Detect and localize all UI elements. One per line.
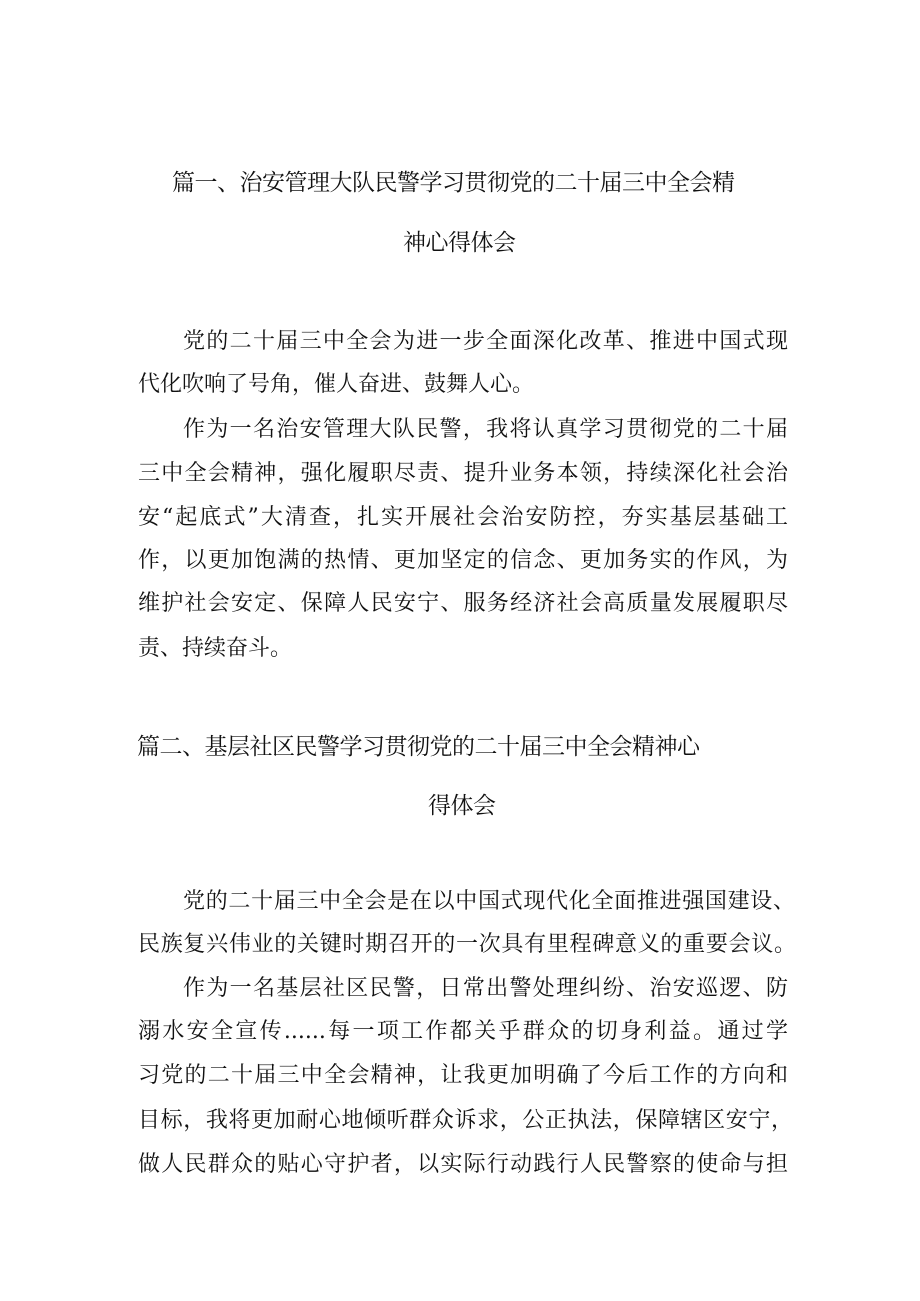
section2-p2-line-3: 习党的二十届三中全会精神，让我更加明确了今后工作的方向和 bbox=[138, 1063, 788, 1088]
section1-p2-line-5: 维护社会安定、保障人民安宁、服务经济社会高质量发展履职尽 bbox=[138, 591, 788, 616]
section2-p2-line-5: 做人民群众的贴心守护者，以实际行动践行人民警察的使命与担 bbox=[138, 1152, 788, 1177]
section1-title-line-1: 篇一、治安管理大队民警学习贯彻党的二十届三中全会精 bbox=[172, 170, 735, 196]
section2-p2-line-1: 作为一名基层社区民警，日常出警处理纠纷、治安巡逻、防 bbox=[183, 976, 788, 1001]
section1-p1-line-2: 代化吹响了号角，催人奋进、鼓舞人心。 bbox=[138, 372, 535, 397]
section2-p1-line-2: 民族复兴伟业的关键时期召开的一次具有里程碑意义的重要会议。 bbox=[138, 932, 796, 957]
section2-p2-line-4: 目标，我将更加耐心地倾听群众诉求，公正执法，保障辖区安宁， bbox=[138, 1108, 793, 1133]
section2-title-line-1: 篇二、基层社区民警学习贯彻党的二十届三中全会精神心 bbox=[137, 734, 700, 760]
section2-title-line-2: 得体会 bbox=[428, 793, 496, 819]
section2-p2-line-2: 溺水安全宣传......每一项工作都关乎群众的切身利益。通过学 bbox=[138, 1019, 788, 1044]
section1-title-line-2: 神心得体会 bbox=[403, 230, 516, 256]
section1-p2-line-4: 作，以更加饱满的热情、更加坚定的信念、更加务实的作风，为 bbox=[138, 548, 788, 573]
section1-p2-line-3: 安“起底式”大清查，扎实开展社会治安防控，夯实基层基础工 bbox=[138, 505, 788, 530]
section1-p2-line-2: 三中全会精神，强化履职尽责、提升业务本领，持续深化社会治 bbox=[138, 461, 788, 486]
section2-p1-line-1: 党的二十届三中全会是在以中国式现代化全面推进强国建设、 bbox=[183, 889, 795, 914]
section1-p2-line-6: 责、持续奋斗。 bbox=[138, 636, 293, 661]
section1-p1-line-1: 党的二十届三中全会为进一步全面深化改革、推进中国式现 bbox=[183, 329, 788, 354]
section1-p2-line-1: 作为一名治安管理大队民警，我将认真学习贯彻党的二十届 bbox=[183, 417, 788, 442]
